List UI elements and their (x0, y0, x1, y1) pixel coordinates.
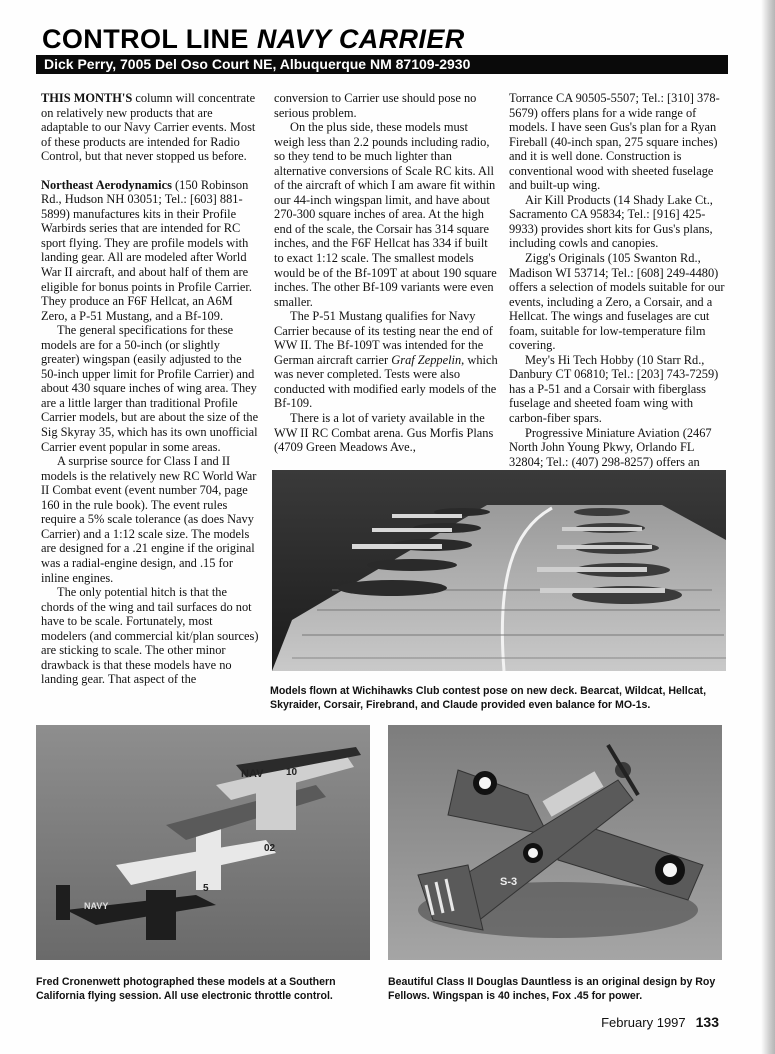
caption-carrier-deck: Models flown at Wichihawks Club contest pose on new deck. Bearcat, Wildcat, Hellcat, Skyraider, Corsair, Firebrand, and Claude provided even balance for MO-1s. (270, 685, 707, 711)
paragraph: Air Kill Products (14 Shady Lake Ct., Sacramento CA 95834; Tel.: [916] 425-9933) provides short kits for Gus's plans, including cowls and canopies. (509, 192, 713, 251)
paragraph: Zigg's Originals (105 Swanton Rd., Madison WI 53714; Tel.: [608] 249-4480) offers a selection of models suitable for our events, including a Zero, a Corsair, and a Hellcat. The wings and fuselages are cut foam, suitable for low-temperature film covering. (509, 251, 725, 353)
number-marking-5: 5 (203, 883, 209, 894)
number-marking-10: 10 (286, 767, 298, 778)
photo-carrier-deck (272, 470, 726, 671)
ship-name: Graf Zeppelin (391, 352, 462, 367)
photo-douglas-dauntless (388, 725, 722, 960)
text-column-3 (509, 91, 728, 469)
photo-model-lineup (36, 725, 370, 960)
paragraph: A surprise source for Class I and II models is the relatively new RC World War II Combat event (event number 704, page 160 in the rule book). The event rules require a 5% scale tolerance (as does Navy Carrier) and a 1:12 scale size. The models are designed for a .21 engine if the original was a radial-engine design, and .15 for inline engines. (41, 454, 257, 585)
number-marking-02: 02 (264, 843, 276, 854)
paragraph: Northeast Aerodynamics (150 Robinson Rd., Hudson NH 03051; Tel.: [603] 881-5899) manufactures kits in their Profile Warbirds series that are intended for RC sport flying. They are profile models with landing gear. All are modeled after World War II aircraft, and about half of them are eligible for bonus points in Profile Carrier. They produce an F6F Hellcat, an A6M Zero, a P-51 Mustang, and a Bf-109. (41, 177, 252, 323)
paragraph: Torrance CA 90505-5507; Tel.: [310] 378-5679) offers plans for a wide range of models. I have seen Gus's plan for a Ryan Fireball (40-inch span, 275 square inches) and it is well done. Construction is conventional wood with sheeted fuselage and built-up wing. (509, 91, 720, 193)
page-footer (601, 1014, 719, 1030)
caption-model-lineup: Fred Cronenwett photographed these models at a Southern California flying session. All use electronic throttle control. (36, 976, 336, 1002)
paragraph: Progressive Miniature Aviation (2467 North John Young Pkwy, Orlando FL 32804; Tel.: (407) 298-8257) offers an (509, 425, 712, 469)
byline-bar: Dick Perry, 7005 Del Oso Court NE, Albuquerque NM 87109-2930 (36, 55, 728, 74)
paragraph: The only potential hitch is that the chords of the wing and tail surfaces do not have to be scale. Fortunately, most modelers (and commercial kit/plan sources) are sticking to scale. The other minor drawback is that these models have no landing gear. That aspect of the (41, 585, 259, 687)
page-title (42, 24, 465, 55)
text-column-2 (274, 91, 499, 455)
paragraph: conversion to Carrier use should pose no serious problem. (274, 91, 477, 120)
nav-marking: NAV (241, 768, 264, 780)
issue-date: February 1997 (601, 1015, 686, 1030)
column-subtitle: NAVY CARRIER (256, 24, 465, 54)
paragraph: The general specifications for these models are for a 50-inch (or slightly greater) wingspan (easily adjusted to the 50-inch upper limit for Profile Carrier) and about 430 square inches of wing area. They are a little larger than traditional Profile Carrier models, but are about the size of the Sig Skyray 35, which has its own unofficial Carrier event popular in some areas. (41, 323, 259, 454)
lead-in: THIS MONTH'S (41, 91, 133, 105)
paragraph: THIS MONTH'S column will concentrate on relatively new products that are adaptable to our Navy Carrier events. Most of these products are intended for Radio Control, but that never stopped us before. (41, 91, 256, 164)
paragraph: On the plus side, these models must weigh less than 2.2 pounds including radio, so they tend to be much lighter than alternative conversions of Scale RC kits. All of the aircraft of which I am aware fit within our 44-inch wingspan limit, and have about 270-300 square inches of area. At the high end of the scale, the Corsair has 314 square inches, and the F6F Hellcat has 334 if built to exact 1:12 scale. The smallest models would be of the Bf-109T at about 190 square inches. The other Bf-109 variants were even smaller. (274, 120, 497, 309)
page-number: 133 (695, 1014, 719, 1030)
paragraph: Mey's Hi Tech Hobby (10 Starr Rd., Danbury CT 06810; Tel.: [203] 743-7259) has a P-51 and a Corsair with fiberglass fuselage and sheeted foam wing with carbon-fiber spars. (509, 352, 719, 426)
paragraph: The P-51 Mustang qualifies for Navy Carrier because of its testing near the end of WW II. The Bf-109T was intended for the German aircraft carrier Graf Zeppelin, which was never completed. Tests were also conducted with modified early models of the Bf-109. (274, 309, 498, 411)
column-title: CONTROL LINE (42, 24, 249, 54)
aircraft-code-marking: S-3 (500, 876, 518, 888)
caption-douglas-dauntless: Beautiful Class II Douglas Dauntless is an original design by Roy Fellows. Wingspan is 40 inches, Fox .45 for power. (388, 976, 716, 1002)
text-column-1 (41, 91, 260, 687)
paragraph: There is a lot of variety available in the WW II RC Combat arena. Gus Morfis Plans (4709 Green Meadows Ave., (274, 411, 494, 455)
company-name: Northeast Aerodynamics (41, 177, 172, 192)
navy-marking: NAVY (84, 901, 109, 911)
page-edge-shadow (761, 0, 775, 1054)
